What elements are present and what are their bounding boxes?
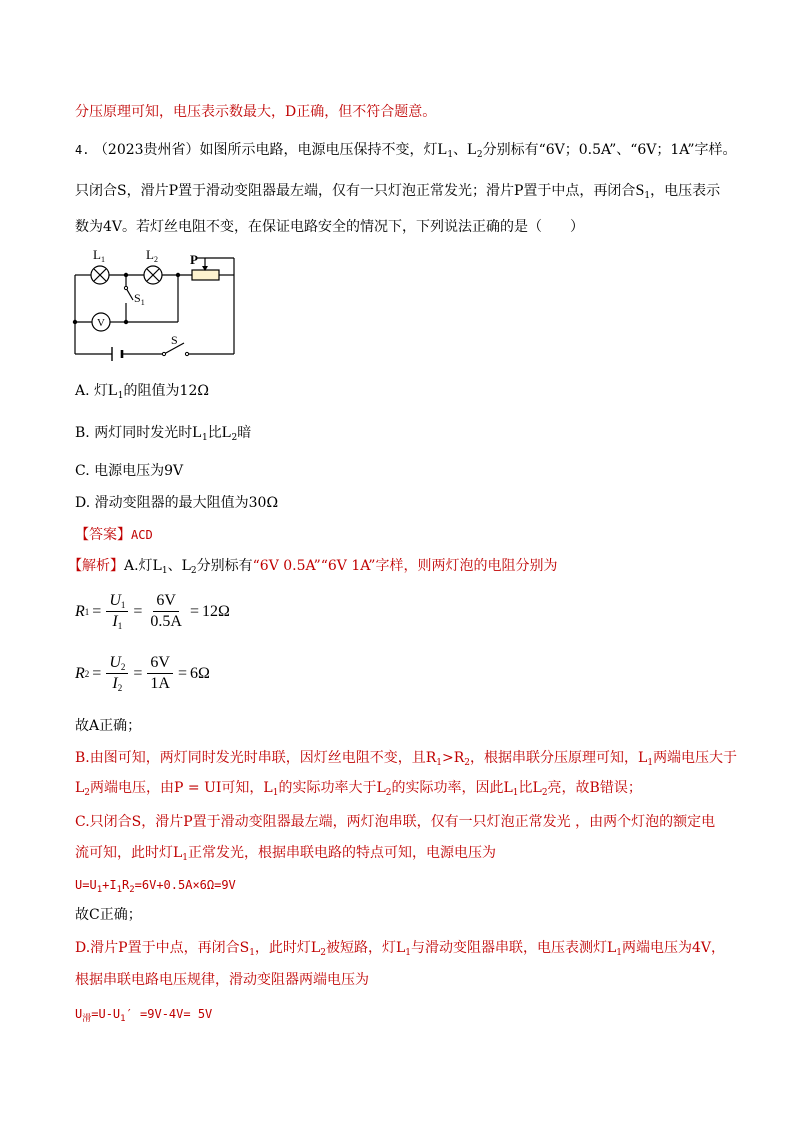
option-d: D. 滑动变阻器的最大阻值为30Ω <box>75 495 279 511</box>
rheostat-icon <box>192 270 219 280</box>
option-text: 的阻值为12Ω <box>123 383 209 399</box>
lamp-l1-icon <box>91 266 109 284</box>
subscript: 1 <box>201 433 208 443</box>
switch-contact <box>185 352 188 355</box>
label-s1: $S_1$ <box>134 291 145 307</box>
lamp-l2-icon <box>144 266 162 284</box>
analysis-text: A.灯L <box>124 558 162 574</box>
circuit-diagram <box>66 240 246 362</box>
label-s: S <box>171 333 178 347</box>
analysis-b-line-1: B.由图可知，两灯同时发光时串联，因灯丝电阻不变，且$R_1>R_2$，根据串联分压原理可知，$L_1$两端电压大于 <box>75 750 738 768</box>
separator: 、 <box>453 142 468 158</box>
option-b <box>75 423 251 443</box>
analysis-text: 、L <box>167 558 191 574</box>
analysis-line-a <box>68 556 557 576</box>
question-text: ，电压表示 <box>650 183 721 199</box>
option-a <box>75 381 209 401</box>
analysis-label: 【解析】 <box>68 558 124 574</box>
fraction: $\frac{U_1}{I_1}$ <box>106 592 128 631</box>
formula-r2: R 2 = $\frac{U_2}{I_2}$ = $\frac{6V}{1A}$ = 6Ω <box>75 654 210 693</box>
lamp-l1-symbol: L <box>437 141 448 158</box>
question-text: 分别标有“6V；0.5A”、“6V；1A”字样。 <box>482 142 737 158</box>
junction-dot <box>73 320 77 324</box>
subscript: 2 <box>190 566 197 576</box>
option-text: B. 两灯同时发光时 <box>75 425 193 441</box>
formula-r1: R 1 = $\frac{U_1}{I_1}$ = $\frac{6V}{0.5A}$ = 12Ω <box>75 592 230 631</box>
fraction: $\frac{U_2}{I_2}$ <box>106 654 128 693</box>
question-text: 如图所示电路，电源电压保持不变，灯 <box>199 142 438 158</box>
label-p: P <box>190 252 198 267</box>
subscript: 1 <box>644 191 651 201</box>
subscript: 1 <box>161 566 168 576</box>
result: 6Ω <box>190 664 210 682</box>
label-v: V <box>97 317 105 329</box>
label-l1: $L_1$ <box>93 247 105 264</box>
conclusion-c: 故C正确； <box>75 907 142 923</box>
answer-value: ACD <box>131 528 153 542</box>
junction-dot <box>124 320 128 324</box>
question-line-3: 数为4V。若灯丝电阻不变，在保证电路安全的情况下，下列说法正确的是（ ） <box>75 219 585 235</box>
question-line-2 <box>75 181 720 201</box>
junction-dot <box>124 273 128 277</box>
continuation-text: 分压原理可知，电压表示数最大，D正确，但不符合题意。 <box>75 104 437 120</box>
answer-line <box>75 525 153 545</box>
lamp-l2-symbol: L <box>467 141 477 158</box>
analysis-c-line-1: C.只闭合S，滑片P置于滑动变阻器最左端，两灯泡串联，仅有一只灯泡正常发光 ，由两个灯泡的额定电 <box>75 814 716 830</box>
symbol: R <box>75 664 85 682</box>
analysis-text: “6V 0.5A”“6V 1A”字样，则两灯泡的电阻分别为 <box>252 558 558 574</box>
battery-icon <box>112 347 122 361</box>
analysis-c-formula: $U=U_1+I_1R_2=6V+0.5A\times 6\Omega=9V$ <box>75 878 236 895</box>
symbol: R <box>75 602 85 620</box>
option-text: 比 <box>207 425 222 441</box>
analysis-b-line-2: $L_2$两端电压，由P = UI可知，$L_1$的实际功率大于$L_2$的实际功率，因此$L_1$比$L_2$亮，故B错误； <box>75 780 642 798</box>
symbol: L <box>221 424 232 441</box>
result: 12Ω <box>202 602 230 620</box>
question-source: （2023贵州省） <box>93 142 200 158</box>
switch-contact <box>124 286 127 289</box>
answer-label: 【答案】 <box>75 527 131 543</box>
junction-dot <box>176 273 180 277</box>
analysis-d-line-1: D.滑片P置于中点，再闭合$S_1$，此时灯$L_2$被短路，灯$L_1$与滑动变阻器串联，电压表测灯$L_1$两端电压为4V， <box>75 940 726 958</box>
question-number: 4. <box>75 143 90 157</box>
switch-s1-symbol: S <box>635 182 645 199</box>
question-text: 只闭合S，滑片P置于滑动变阻器最左端，仅有一只灯泡正常发光；滑片P置于中点，再闭合 <box>75 183 636 199</box>
subscript: 2 <box>476 150 483 160</box>
switch-contact <box>162 352 165 355</box>
analysis-d-line-2: 根据串联电路电压规律，滑动变阻器两端电压为 <box>75 972 369 988</box>
option-text: 暗 <box>237 425 252 441</box>
subscript: 1 <box>447 150 454 160</box>
analysis-text: 分别标有 <box>196 558 253 574</box>
symbol: L <box>192 424 202 441</box>
fraction: $\frac{6V}{0.5A}$ <box>150 592 182 630</box>
analysis-d-formula: $U_滑=U-U_1' =9V-4V= 5V$ <box>75 1007 213 1024</box>
subscript: 2 <box>231 433 238 443</box>
option-c: C. 电源电压为9V <box>75 463 184 479</box>
conclusion-a: 故A正确； <box>75 718 142 734</box>
subscript: 1 <box>117 391 124 401</box>
fraction: $\frac{6V}{1A}$ <box>147 654 173 693</box>
option-text: A. 灯 <box>75 383 109 399</box>
symbol: L <box>108 382 118 399</box>
analysis-c-line-2: 流可知，此时灯$L_1$正常发光，根据串联电路的特点可知，电源电压为 <box>75 845 497 863</box>
label-l2: $L_2$ <box>146 247 158 264</box>
question-line-1 <box>75 140 737 160</box>
